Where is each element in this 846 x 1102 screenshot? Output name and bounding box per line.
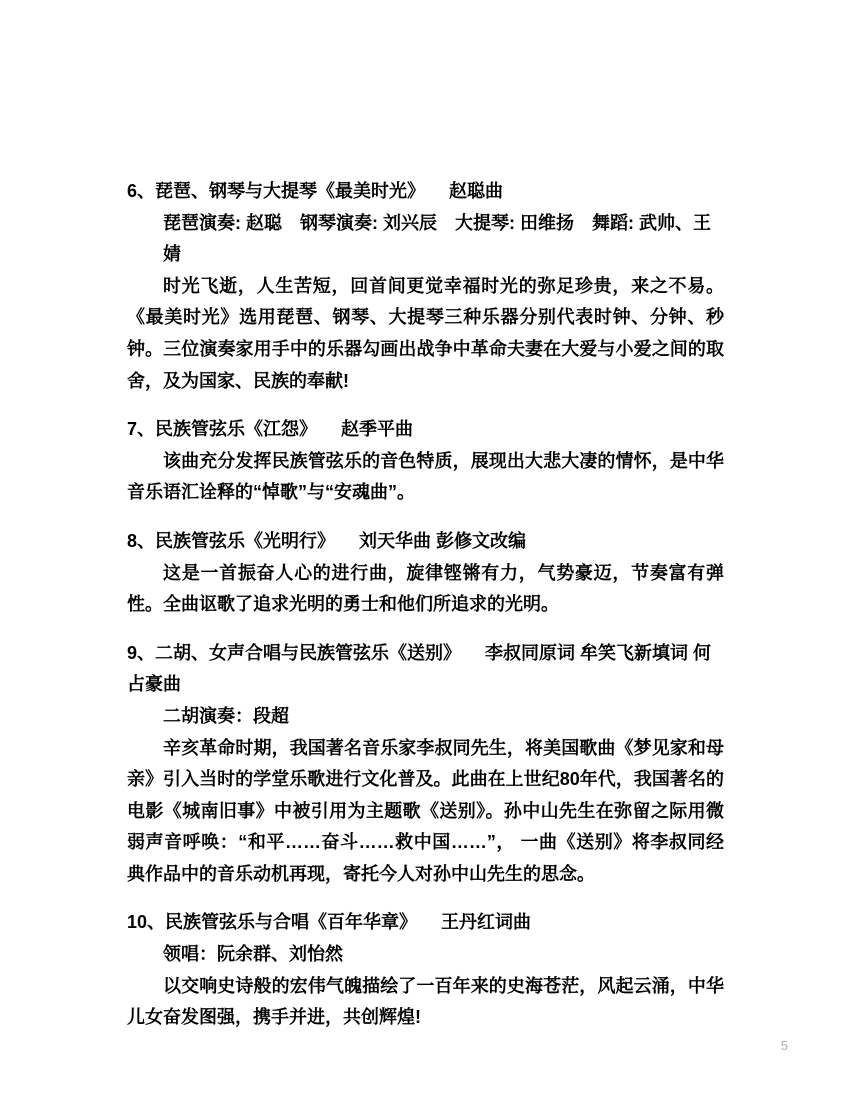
piece-title: 6、琵琶、钢琴与大提琴《最美时光》 xyxy=(127,181,426,201)
piece-title: 7、民族管弦乐《江怨》 xyxy=(127,419,318,440)
composer-credit: 赵季平曲 xyxy=(341,419,414,440)
performer-line: 二胡演奏：段超 xyxy=(163,705,289,726)
piece-heading xyxy=(127,176,724,208)
piece-heading xyxy=(127,907,724,939)
composer-credit: 李叔同原词 牟笑飞新填词 何占豪曲 xyxy=(127,642,712,695)
piece-description: 辛亥革命时期，我国著名音乐家李叔同先生，将美国歌曲《梦见家和母亲》引入当时的学堂乐歌进行文化普及。此曲在上世纪80年代，我国著名的电影《城南旧事》中被引用为主题歌《送别》。孙中山先生在弥留之际用微弱声音呼唤：“和平……奋斗……救中国……”， 一曲《送别》将李叔同经典作品中的音乐动机再现，寄托今人对孙中山先生的思念。 xyxy=(127,737,724,884)
piece-title: 9、二胡、女声合唱与民族管弦乐《送别》 xyxy=(127,642,462,663)
piece-title: 8、民族管弦乐《光明行》 xyxy=(127,530,336,551)
piece-heading xyxy=(127,526,724,558)
piece-title: 10、民族管弦乐与合唱《百年华章》 xyxy=(127,912,418,933)
program-item-8 xyxy=(127,526,724,621)
composer-credit: 刘天华曲 彭修文改编 xyxy=(359,530,527,551)
piece-description: 时光飞逝，人生苦短，回首间更觉幸福时光的弥足珍贵，来之不易。《最美时光》选用琵琶、钢琴、大提琴三种乐器分别代表时钟、分钟、秒钟。三位演奏家用手中的乐器勾画出战争中革命夫妻在大爱与小爱之间的取舍，及为国家、民族的奉献! xyxy=(127,275,724,391)
piece-description: 该曲充分发挥民族管弦乐的音色特质，展现出大悲大凄的情怀，是中华音乐语汇诠释的“悼歌”与“安魂曲”。 xyxy=(127,450,724,503)
program-item-6 xyxy=(127,176,724,397)
program-notes xyxy=(127,176,724,1034)
performer-line: 琵琶演奏: 赵聪 钢琴演奏: 刘兴辰 大提琴: 田维扬 舞蹈: 武帅、王婧 xyxy=(163,212,711,265)
program-item-10 xyxy=(127,907,724,1033)
performer-line: 领唱：阮余群、刘怡然 xyxy=(163,944,343,965)
piece-heading xyxy=(127,414,724,446)
page-number: 5 xyxy=(780,1038,788,1053)
piece-description: 这是一首振奋人心的进行曲，旋律铿锵有力，气势豪迈，节奏富有弹性。全曲讴歌了追求光明的勇士和他们所追求的光明。 xyxy=(127,562,724,615)
composer-credit: 赵聪曲 xyxy=(449,181,504,201)
composer-credit: 王丹红词曲 xyxy=(441,912,532,933)
piece-description: 以交响史诗般的宏伟气魄描绘了一百年来的史海苍茫，风起云涌，中华儿女奋发图强，携手并进，共创辉煌! xyxy=(127,975,724,1028)
program-item-9 xyxy=(127,638,724,891)
piece-heading xyxy=(127,638,724,701)
program-item-7 xyxy=(127,414,724,509)
